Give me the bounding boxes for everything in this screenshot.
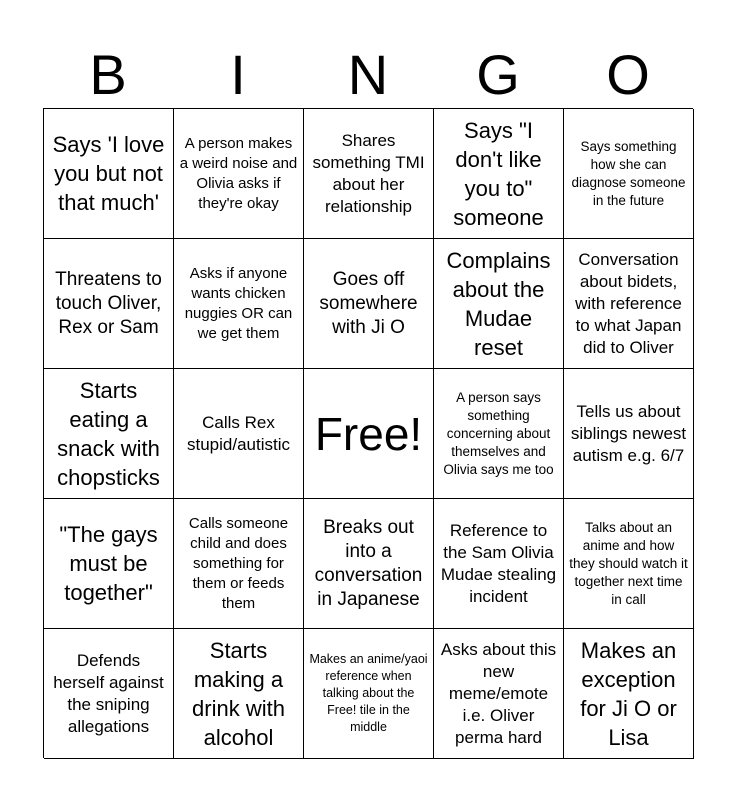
bingo-cell[interactable] xyxy=(434,239,564,369)
cell-text: Starts eating a snack with chopsticks xyxy=(57,377,160,490)
bingo-cell[interactable] xyxy=(434,499,564,629)
cell-text: Talks about an anime and how they should watch it together next time in call xyxy=(569,519,688,607)
bingo-cell[interactable] xyxy=(174,369,304,499)
cell-text: Calls someone child and does something for them or feeds them xyxy=(188,514,289,612)
cell-text: Goes off somewhere with Ji O xyxy=(319,268,418,338)
bingo-cell[interactable] xyxy=(304,239,434,369)
bingo-cell[interactable] xyxy=(44,109,174,239)
cell-text: Conversation about bidets, with reference to what Japan did to Oliver xyxy=(575,249,682,357)
cell-text: Complains about the Mudae reset xyxy=(446,247,551,360)
header-letter-i: I xyxy=(230,43,246,106)
bingo-cell[interactable] xyxy=(174,499,304,629)
cell-text: Makes an exception for Ji O or Lisa xyxy=(580,637,677,750)
cell-text: Reference to the Sam Olivia Mudae stealing incident xyxy=(440,520,557,606)
free-cell-text: Free! xyxy=(314,407,423,460)
cell-text: Shares something TMI about her relationship xyxy=(312,130,425,216)
header-letter-o: O xyxy=(606,43,650,106)
bingo-cell[interactable] xyxy=(564,369,694,499)
bingo-cell[interactable] xyxy=(174,629,304,759)
cell-text: A person says something concerning about themselves and Olivia says me too xyxy=(443,389,554,477)
bingo-cell[interactable] xyxy=(434,629,564,759)
bingo-header xyxy=(43,44,693,106)
bingo-cell[interactable] xyxy=(304,629,434,759)
bingo-cell[interactable] xyxy=(174,239,304,369)
header-letter-n: N xyxy=(347,43,389,106)
cell-text: Tells us about siblings newest autism e.g. 6/7 xyxy=(570,401,687,465)
cell-text: Calls Rex stupid/autistic xyxy=(187,412,290,454)
bingo-cell[interactable] xyxy=(44,369,174,499)
bingo-board xyxy=(43,108,693,758)
bingo-cell[interactable] xyxy=(564,629,694,759)
cell-text: Starts making a drink with alcohol xyxy=(192,637,285,750)
cell-text: Makes an anime/yaoi reference when talking about the Free! tile in the middle xyxy=(309,652,428,734)
bingo-cell[interactable] xyxy=(44,629,174,759)
bingo-cell[interactable] xyxy=(304,109,434,239)
bingo-cell[interactable] xyxy=(44,239,174,369)
cell-text: Breaks out into a conversation in Japanese xyxy=(314,516,423,610)
bingo-cell[interactable] xyxy=(304,499,434,629)
cell-text: "The gays must be together" xyxy=(59,522,158,605)
header-letter-g: G xyxy=(476,43,520,106)
cell-text: Defends herself against the sniping allegations xyxy=(53,650,164,736)
header-letter-b: B xyxy=(89,43,127,106)
cell-text: A person makes a weird noise and Olivia asks if they're okay xyxy=(179,134,298,212)
bingo-cell[interactable] xyxy=(564,239,694,369)
free-cell[interactable] xyxy=(304,369,434,499)
bingo-cell[interactable] xyxy=(434,109,564,239)
bingo-cell[interactable] xyxy=(564,109,694,239)
bingo-cell[interactable] xyxy=(564,499,694,629)
bingo-cell[interactable] xyxy=(44,499,174,629)
cell-text: Says "I don't like you to" someone xyxy=(453,117,544,230)
cell-text: Threatens to touch Oliver, Rex or Sam xyxy=(55,268,162,338)
bingo-cell[interactable] xyxy=(174,109,304,239)
bingo-cell[interactable] xyxy=(434,369,564,499)
cell-text: Asks if anyone wants chicken nuggies OR can we get them xyxy=(184,264,293,342)
cell-text: Asks about this new meme/emote i.e. Oliver perma hard xyxy=(440,639,557,747)
cell-text: Says something how she can diagnose someone in the future xyxy=(571,138,686,208)
cell-text: Says 'I love you but not that much' xyxy=(52,132,165,215)
